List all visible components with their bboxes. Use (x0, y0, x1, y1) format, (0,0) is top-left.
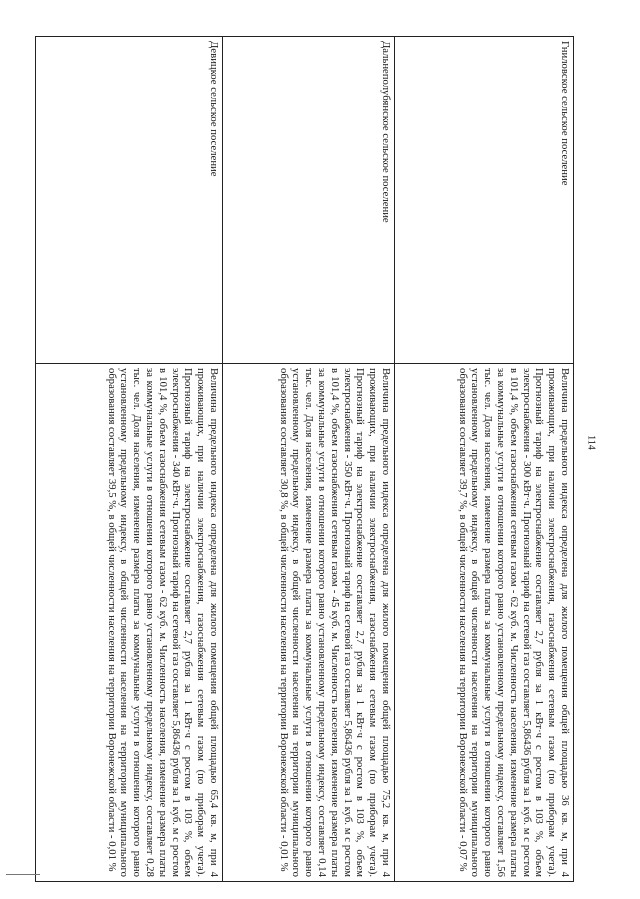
rotated-table-sheet (36, 36, 574, 881)
settlement-name-cell: Дальнеполубянское сельское поселение (223, 37, 395, 364)
margin-mark (6, 874, 40, 875)
index-description-cell: Величина предельного индекса определена для жилого помещения общей площадью 75,2 кв. м, при 4 проживающих, при наличии электроснабжения, газоснабжения сетевым газом (по приборам учета). Прогнозный тариф на электроснабжение составляет 2,7 рубля за 1 кВт·ч с ростом в 103 %, объем электроснабжения - 350 кВт·ч. Прогнозный тариф на сетевой газ составляет 5,86436 рубля за 1 куб. м с ростом в 101,4 %, объем газоснабжения сетевым газом - 45 куб. м. Численность населения, изменение размера платы за коммунальные услуги в отношении которого равно установленному предельному индексу, составляет 0,14 тыс. чел. Доля населения, изменение размера платы за коммунальные услуги в отношении которого равно установленному предельному индексу, в общей численности населения на территории муниципального образования составляет 30,8 %, в общей численности населения на территории Воронежской области - 0,01 % (223, 364, 395, 882)
settlements-table (35, 36, 574, 882)
index-description-cell: Величина предельного индекса определена для жилого помещения общей площадью 65,4 кв. м, при 4 проживающих, при наличии электроснабжения, газоснабжения сетевым газом (по приборам учета). Прогнозный тариф на электроснабжение составляет 2,7 рубля за 1 кВт·ч с ростом в 103 %, объем электроснабжения - 340 кВт·ч. Прогнозный тариф на сетевой газ составляет 5,86436 рубля за 1 куб. м с ростом в 101,4 %, объем газоснабжения сетевым газом - 62 куб. м. Численность населения, изменение размера платы за коммунальные услуги в отношении которого равно установленному предельному индексу, составляет 0,28 тыс. чел. Доля населения, изменение размера платы за коммунальные услуги в отношении которого равно установленному предельному индексу, в общей численности населения на территории муниципального образования составляет 39,5 %, в общей численности населения на территории Воронежской области - 0,01 % (36, 364, 223, 882)
index-description-cell: Величина предельного индекса определена для жилого помещения общей площадью 36 кв. м, при 4 проживающих, при наличии электроснабжения, газоснабжения сетевым газом (по приборам учета). Прогнозный тариф на электроснабжение составляет 2,7 рубля за 1 кВт·ч с ростом в 103 %, объем электроснабжения - 300 кВт·ч. Прогнозный тариф на сетевой газ составляет 5,86436 рубля за 1 куб. м с ростом в 101,4 %, объем газоснабжения сетевым газом - 62 куб. м. Численность населения, изменение размера платы за коммунальные услуги в отношении которого равно установленному предельному индексу, составляет 1,56 тыс. чел. Доля населения, изменение размера платы за коммунальные услуги в отношении которого равно установленному предельному индексу, в общей численности населения на территории муниципального образования составляет 39,7 %, в общей численности населения на территории Воронежской области - 0,07 % (395, 364, 574, 882)
settlement-name-cell: Гниловское сельское поселение (395, 37, 574, 364)
page-number: 114 (585, 435, 597, 450)
settlement-name-cell: Девицкое сельское поселение (36, 37, 223, 364)
table-row (223, 37, 395, 882)
table-row (395, 37, 574, 882)
table-row (36, 37, 223, 882)
